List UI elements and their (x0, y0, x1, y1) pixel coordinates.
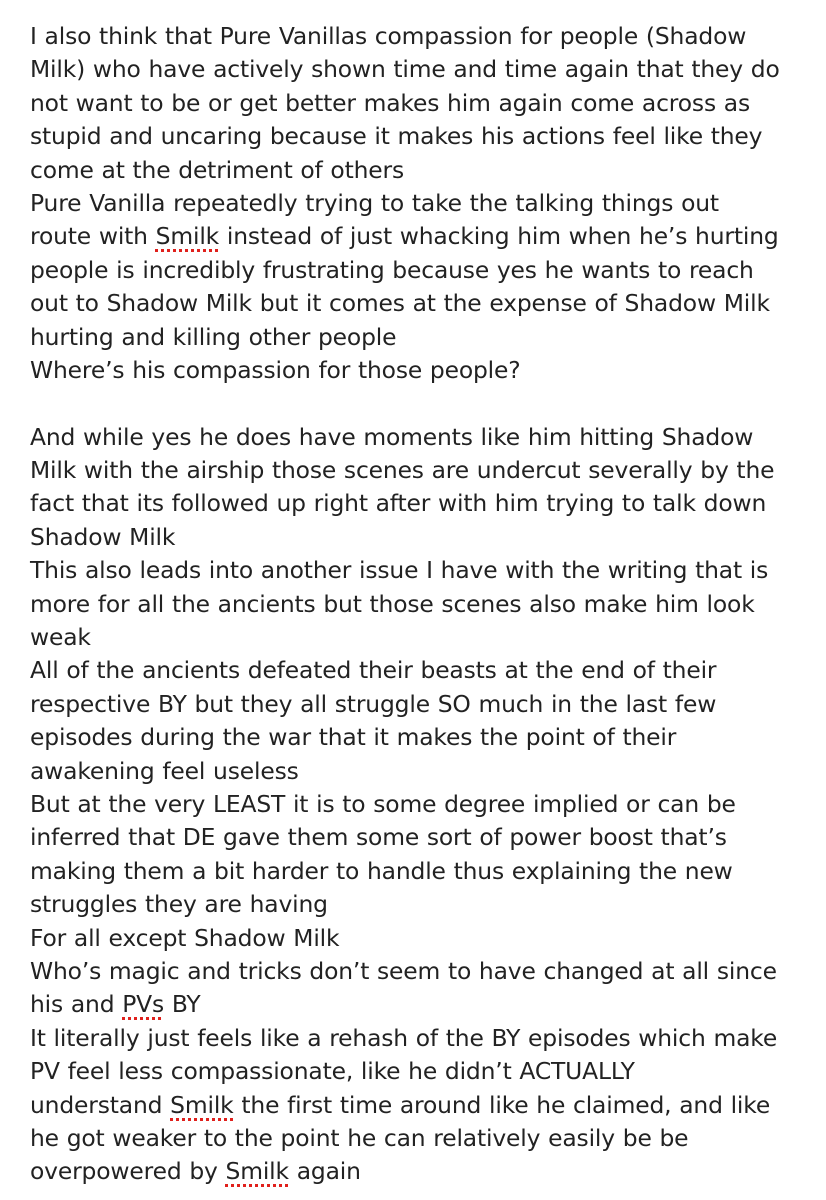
note-line: stupid and uncaring because it makes his actions feel like they (30, 122, 763, 151)
note-line: Where’s his compassion for those people? (30, 355, 521, 384)
note-line: understand Smilk the first time around like he claimed, and like (30, 1090, 771, 1119)
note-line: fact that its followed up right after with him trying to talk down (30, 489, 767, 518)
note-line: For all except Shadow Milk (30, 923, 340, 952)
note-line: PV feel less compassionate, like he didn’t ACTUALLY (30, 1057, 635, 1086)
note-line: Milk) who have actively shown time and time again that they do (30, 55, 780, 84)
note-line: It literally just feels like a rehash of the BY episodes which make (30, 1023, 778, 1052)
misspelled-word[interactable]: Smilk (170, 1090, 234, 1119)
note-line: respective BY but they all struggle SO much in the last few (30, 689, 717, 718)
note-line: I also think that Pure Vanillas compassion for people (Shadow (30, 22, 747, 50)
note-line: out to Shadow Milk but it comes at the expense of Shadow Milk (30, 289, 770, 318)
note-line: overpowered by Smilk again (30, 1157, 361, 1186)
note-line: hurting and killing other people (30, 322, 397, 351)
note-line: And while yes he does have moments like him hitting Shadow (30, 422, 754, 451)
note-line: he got weaker to the point he can relatively easily be be (30, 1123, 689, 1152)
note-line: route with Smilk instead of just whacking him when he’s hurting (30, 222, 779, 251)
note-line: Pure Vanilla repeatedly trying to take the talking things out (30, 188, 719, 217)
note-line: people is incredibly frustrating because yes he wants to reach (30, 255, 754, 284)
note-line: awakening feel useless (30, 756, 299, 785)
note-line: Who’s magic and tricks don’t seem to have changed at all since (30, 956, 777, 985)
misspelled-word[interactable]: Smilk (225, 1157, 289, 1186)
note-line: But at the very LEAST it is to some degree implied or can be (30, 789, 736, 818)
note-line: come at the detriment of others (30, 155, 405, 184)
note-line: struggles they are having (30, 890, 328, 919)
note-line: more for all the ancients but those scenes also make him look (30, 589, 755, 618)
note-line: making them a bit harder to handle thus explaining the new (30, 856, 733, 885)
note-line: inferred that DE gave them some sort of power boost that’s (30, 823, 727, 852)
note-line: his and PVs BY (30, 990, 201, 1019)
note-line: weak (30, 623, 91, 652)
misspelled-word[interactable]: PVs (122, 990, 165, 1019)
note-line: This also leads into another issue I have with the writing that is (30, 556, 769, 585)
note-line: Shadow Milk (30, 522, 176, 551)
note-line: All of the ancients defeated their beasts at the end of their (30, 656, 717, 685)
note-line: episodes during the war that it makes the point of their (30, 723, 677, 752)
note-line: not want to be or get better makes him again come across as (30, 88, 750, 117)
blank-line (30, 387, 820, 420)
note-line: Milk with the airship those scenes are undercut severally by the (30, 456, 775, 485)
note-body[interactable] (30, 20, 820, 1189)
misspelled-word[interactable]: Smilk (155, 222, 220, 251)
